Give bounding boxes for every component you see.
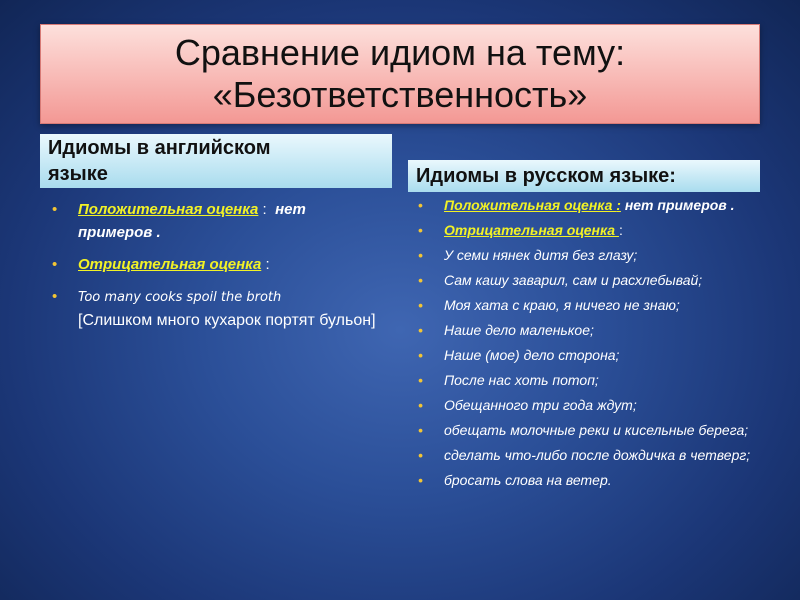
english-idioms-list [52, 198, 382, 341]
bullet-icon: • [418, 322, 423, 338]
idiom-text: Обещанного три года ждут; [444, 397, 637, 413]
list-item [52, 285, 382, 332]
positive-label: Положительная оценка [444, 197, 617, 213]
negative-label: Отрицательная оценка [444, 222, 619, 238]
idiom-text: Моя хата с краю, я ничего не знаю; [444, 297, 680, 313]
list-item [418, 396, 758, 415]
list-item [418, 371, 758, 390]
russian-header-text: Идиомы в русском языке: [416, 164, 676, 187]
idiom-text: У семи нянек дитя без глазу; [444, 247, 638, 263]
positive-label: Положительная оценка [78, 201, 259, 218]
title-line-1: Сравнение идиом на тему: [174, 32, 626, 73]
english-header-line-2: языке [48, 163, 108, 185]
russian-idioms-list [418, 196, 758, 496]
list-item [52, 198, 382, 244]
bullet-icon: • [418, 347, 423, 363]
negative-separator: : [261, 256, 270, 273]
idiom-translation: [Слишком много кухарок портят бульон] [78, 312, 376, 329]
negative-separator: : [618, 222, 623, 238]
list-item [418, 446, 758, 465]
list-item [418, 271, 758, 290]
list-item [418, 246, 758, 265]
positive-value: нет примеров . [624, 197, 735, 213]
bullet-icon: • [52, 201, 58, 218]
bullet-icon: • [418, 297, 423, 313]
list-item [418, 346, 758, 365]
bullet-icon: • [418, 247, 423, 263]
list-item [52, 253, 382, 276]
idiom-text: сделать что-либо после дождичка в четверг; [444, 447, 751, 463]
bullet-icon: • [418, 397, 423, 413]
bullet-icon: • [418, 447, 423, 463]
idiom-text: После нас хоть потоп; [444, 372, 599, 388]
list-item [418, 221, 758, 240]
english-idiom: Too many cooks spoil the broth [78, 290, 282, 305]
bullet-icon: • [418, 272, 423, 288]
bullet-icon: • [52, 288, 58, 305]
list-item [418, 421, 758, 440]
positive-value: нет примеров . [78, 201, 306, 241]
title-box [40, 24, 760, 124]
english-idioms-header [40, 134, 392, 188]
title-line-2: «Безответственность» [212, 74, 588, 115]
bullet-icon: • [418, 472, 423, 488]
positive-separator: : [616, 197, 621, 213]
russian-idioms-header [408, 160, 760, 192]
bullet-icon: • [418, 372, 423, 388]
list-item [418, 321, 758, 340]
list-item [418, 196, 758, 215]
idiom-text: бросать слова на ветер. [444, 472, 612, 488]
bullet-icon: • [418, 422, 423, 438]
idiom-text: Наше дело маленькое; [444, 322, 594, 338]
english-header-line-1: Идиомы в английском [48, 137, 271, 159]
idiom-text: Сам кашу заварил, сам и расхлебывай; [444, 272, 703, 288]
bullet-icon: • [52, 256, 58, 273]
bullet-icon: • [418, 197, 423, 213]
negative-label: Отрицательная оценка [78, 256, 262, 273]
bullet-icon: • [418, 222, 423, 238]
positive-separator: : [258, 201, 267, 218]
list-item [418, 296, 758, 315]
list-item [418, 471, 758, 490]
idiom-text: Наше (мое) дело сторона; [444, 347, 620, 363]
idiom-text: обещать молочные реки и кисельные берега; [444, 422, 749, 438]
